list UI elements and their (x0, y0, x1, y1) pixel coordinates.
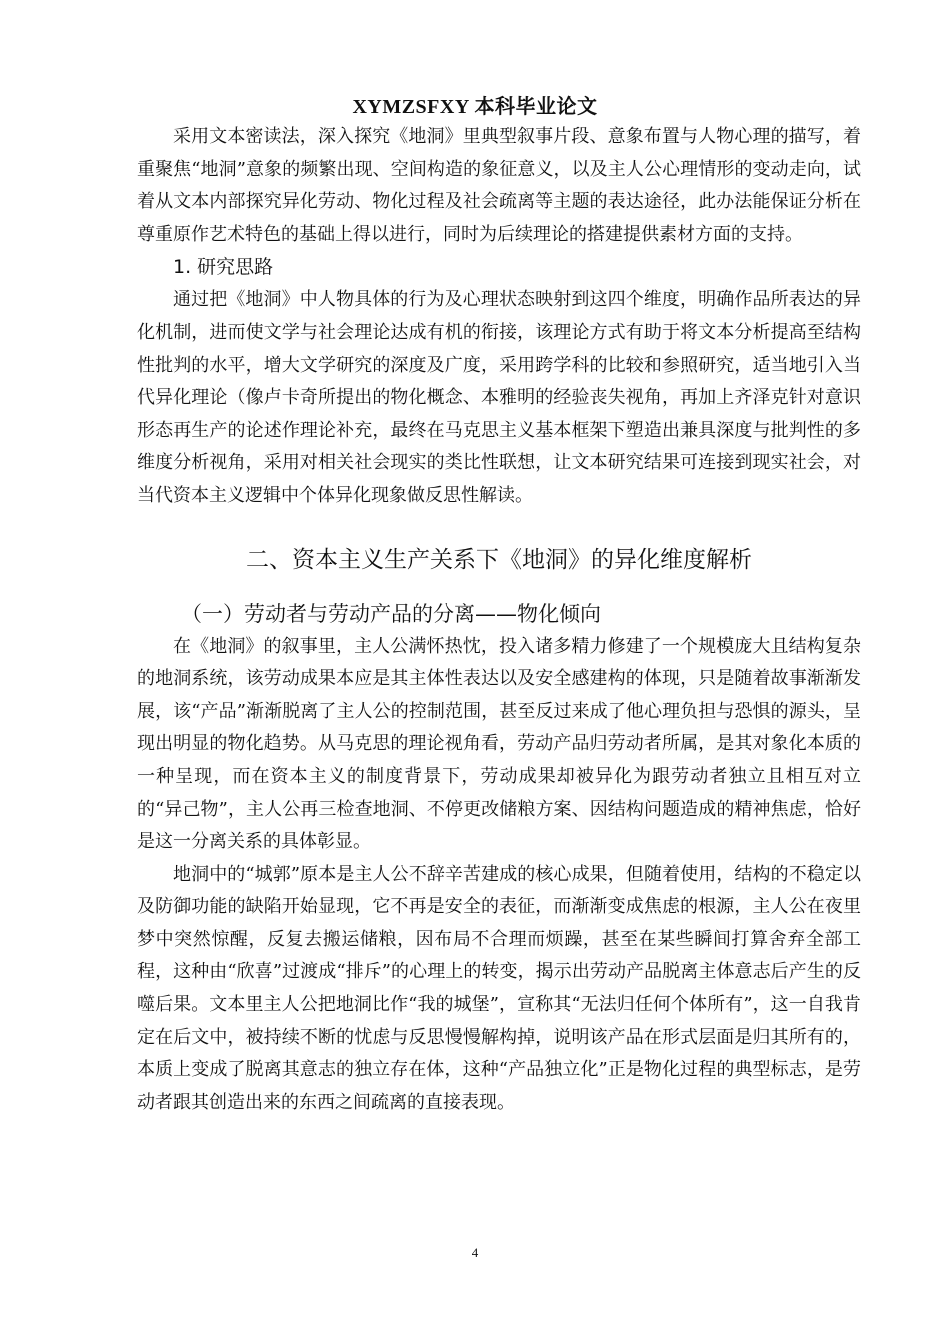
body-paragraph: 在《地洞》的叙事里，主人公满怀热忱，投入诸多精力修建了一个规模庞大且结构复杂的地洞系统，该劳动成果本应是其主体性表达以及安全感建构的体现，只是随着故事渐渐发展，该“产品”渐渐脱离了主人公的控制范围，甚至反过来成了他心理负担与恐惧的源头，呈现出明显的物化趋势。从马克思的理论视角看，劳动产品归劳动者所属，是其对象化本质的一种呈现，而在资本主义的制度背景下，劳动成果却被异化为跟劳动者独立且相互对立的“异己物”，主人公再三检查地洞、不停更改储粮方案、因结构问题造成的精神焦虑，恰好是这一分离关系的具体彰显。 (137, 635, 861, 853)
research-approach-paragraph: 通过把《地洞》中人物具体的行为及心理状态映射到这四个维度，明确作品所表达的异化机制，进而使文学与社会理论达成有机的衔接，该理论方式有助于将文本分析提高至结构性批判的水平，增大文学研究的深度及广度，采用跨学科的比较和参照研究，适当地引入当代异化理论（像卢卡奇所提出的物化概念、本雅明的经验丧失视角，再加上齐泽克针对意识形态再生产的论述作理论补充，最终在马克思主义基本框架下塑造出兼具深度与批判性的多维度分析视角，采用对相关社会现实的类比性联想，让文本研究结果可连接到现实社会，对当代资本主义逻辑中个体异化现象做反思性解读。 (137, 289, 861, 506)
intro-paragraph: 采用文本密读法，深入探究《地洞》里典型叙事片段、意象布置与人物心理的描写，着重聚焦“地洞”意象的频繁出现、空间构造的象征意义，以及主人公心理情形的变动走向，试着从文本内部探究异化劳动、物化过程及社会疏离等主题的表达途径，此办法能保证分析在尊重原作艺术特色的基础上得以进行，同时为后续理论的搭建提供素材方面的支持。 (137, 126, 861, 245)
body-paragraph: 地洞中的“城郭”原本是主人公不辞辛苦建成的核心成果，但随着使用，结构的不稳定以及防御功能的缺陷开始显现，它不再是安全的表征，而渐渐变成焦虑的根源，主人公在夜里梦中突然惊醒，反复去搬运储粮，因布局不合理而烦躁，甚至在某些瞬间打算舍弃全部工程，这种由“欣喜”过渡成“排斥”的心理上的转变，揭示出劳动产品脱离主体意志后产生的反噬后果。文本里主人公把地洞比作“我的城堡”，宣称其“无法归任何个体所有”，这一自我肯定在后文中，被持续不断的忧虑与反思慢慢解构掉，说明该产品在形式层面是归其所有的，本质上变成了脱离其意志的独立存在体，这种“产品独立化”正是物化过程的典型标志，是劳动者跟其创造出来的东西之间疏离的直接表现。 (137, 863, 861, 1113)
research-approach-heading: 1. 研究思路 (173, 256, 274, 279)
page-number: 4 (471, 1245, 479, 1260)
page-header: XYMZSFXY 本科毕业论文 (352, 96, 598, 118)
chapter-title: 二、资本主义生产关系下《地洞》的异化维度解析 (246, 546, 752, 573)
subsection-title: （一）劳动者与劳动产品的分离——物化倾向 (181, 601, 601, 626)
page-content (137, 121, 861, 1119)
